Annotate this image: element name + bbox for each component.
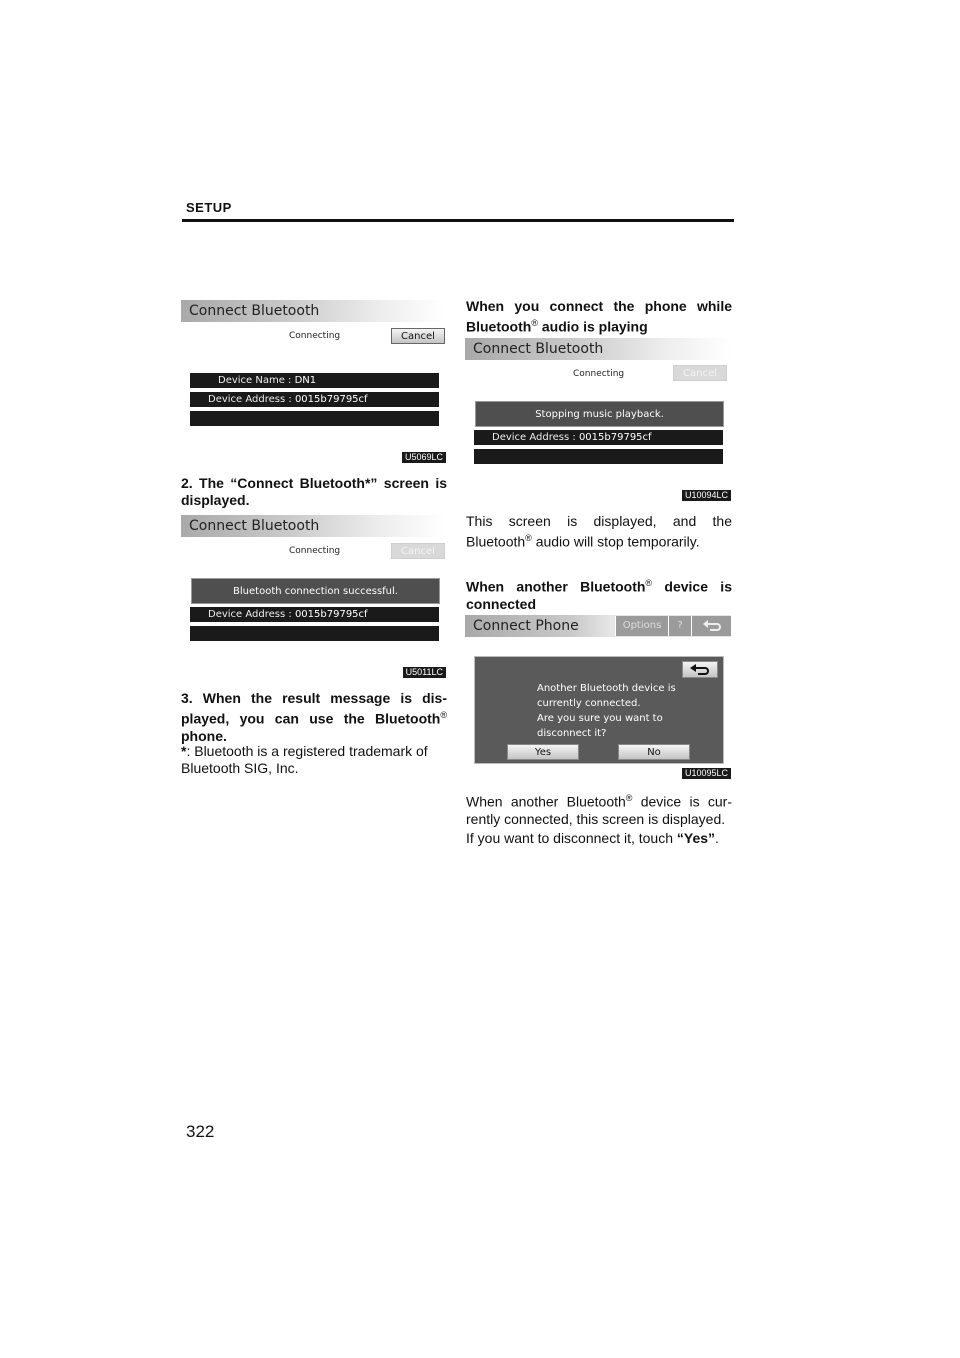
dialog-back-button[interactable] (682, 661, 718, 678)
page-number: 322 (186, 1122, 215, 1141)
back-arrow-icon (702, 620, 722, 632)
yes-button[interactable]: Yes (507, 744, 579, 760)
footnote-mark: * (181, 743, 187, 759)
step-2: 2. The “Connect Bluetooth*” screen is displayed. (181, 475, 447, 508)
device-address-value: 0015b79795cf (294, 609, 368, 620)
screen-title: Connect Phone (465, 615, 731, 637)
disconnect-dialog (474, 656, 724, 764)
heading-audio-playing: When you connect the phone while Bluetooth® audio is playing (466, 298, 732, 335)
figure-code: U10094LC (682, 490, 731, 501)
screen-title: Connect Bluetooth (181, 515, 446, 537)
screen-title: Connect Bluetooth (181, 300, 446, 322)
screen-title: Connect Bluetooth (465, 338, 731, 360)
screen-connect-phone (465, 615, 731, 780)
device-address-bar (190, 392, 439, 407)
status-text: Connecting (289, 546, 341, 556)
screen-stopping-music (465, 338, 731, 503)
audio-description: This screen is displayed, and the Bluetooth® audio will stop temporarily. (466, 513, 732, 550)
status-text: Connecting (289, 331, 341, 341)
no-button[interactable]: No (618, 744, 690, 760)
footnote: *: Bluetooth is a registered trademark of Bluetooth SIG, Inc. (181, 743, 428, 776)
device-address-value: 0015b79795cf (578, 432, 652, 443)
status-text: Connecting (573, 369, 625, 379)
back-arrow-icon (689, 664, 711, 676)
empty-bar (474, 449, 723, 464)
screen-success (181, 515, 446, 680)
device-name-value: DN1 (294, 375, 317, 386)
device-address-bar (474, 430, 723, 445)
empty-bar (190, 411, 439, 426)
empty-bar (190, 626, 439, 641)
device-name-label: Device Name : (218, 375, 295, 386)
figure-code: U10095LC (682, 768, 731, 779)
options-button[interactable]: Options (615, 616, 668, 636)
device-name-bar (190, 373, 439, 388)
figure-code: U5011LC (403, 667, 446, 678)
section-header: SETUP (186, 200, 232, 215)
help-button[interactable]: ? (668, 616, 691, 636)
cancel-button[interactable]: Cancel (673, 365, 727, 381)
another-device-description: When another Bluetooth® device is cur-rently connected, this screen is displayed. (466, 793, 732, 827)
success-message: Bluetooth connection successful. (191, 578, 440, 604)
device-address-value: 0015b79795cf (294, 394, 368, 405)
device-address-label: Device Address : (208, 394, 295, 405)
dialog-message: Another Bluetooth device is currently connected. Are you sure you want to disconnect it? (537, 683, 676, 739)
cancel-button[interactable]: Cancel (391, 543, 445, 559)
screen-connecting (181, 300, 446, 465)
back-button-toolbar[interactable] (691, 616, 731, 636)
header-rule (182, 219, 734, 222)
cancel-button[interactable]: Cancel (391, 328, 445, 344)
touch-yes-instruction: If you want to disconnect it, touch “Yes”. (466, 830, 719, 846)
device-address-label: Device Address : (492, 432, 579, 443)
device-address-bar (190, 607, 439, 622)
step-3: 3. When the result message is dis-played, you can use the Bluetooth® phone. (181, 690, 447, 744)
figure-code: U5069LC (402, 452, 446, 463)
heading-another-device: When another Bluetooth® device is connected (466, 578, 732, 612)
device-address-label: Device Address : (208, 609, 295, 620)
stopping-message: Stopping music playback. (475, 401, 724, 427)
